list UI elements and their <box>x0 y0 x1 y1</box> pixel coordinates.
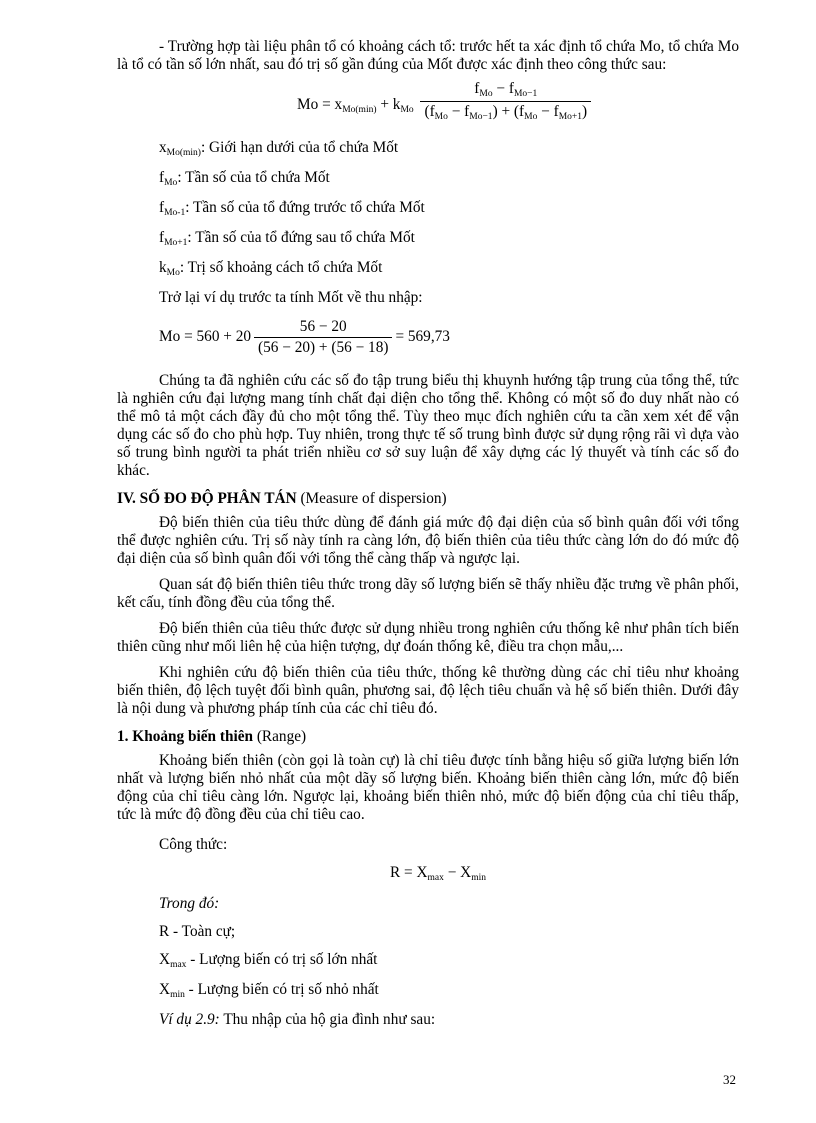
back-to-example: Trở lại ví dụ trước ta tính Mốt về thu nhập: <box>159 289 423 306</box>
example-fraction: $\frac{56 - 20}{(56 - 20) + (56 - 18)}$ <box>254 318 392 357</box>
range-formula: R = Xmax − Xmin <box>390 864 486 883</box>
paragraph-iv-4: Khi nghiên cứu độ biến thiên của tiêu thức, thống kê thường dùng các chỉ tiêu như khoảng biến thiên, độ lệch tuyệt đối bình quân, phương sai, độ lệch tiêu chuẩn và hệ số biến thiên. Dưới đây là nội dung và phương pháp tính của các chỉ tiêu đó. <box>117 664 739 717</box>
mode-fraction: $\frac{\text{fMo − fMo−1}}{\text{(fMo − fMo−1) + (fMo − fMo+1)}}$ <box>420 80 591 123</box>
summary-paragraph: Chúng ta đã nghiên cứu các số đo tập trung biểu thị khuynh hướng tập trung của tổng thể, tức là nghiên cứu đại lượng mang tính chất đại diện cho tổng thể. Không có một số đo duy nhất nào có thể mô tả một cách đầy đủ cho một tổng thể. Tùy theo mục đích nghiên cứu ta cần xem xét để vận dụng các số đo cho phù hợp. Tuy nhiên, trong thực tế số trung bình được sử dụng rộng rãi vì dựa vào số trung bình người ta phát triển nhiều cơ sở suy luận để xây dựng các lý thuyết và tính các số đo khác. <box>117 372 739 479</box>
page-content <box>117 38 739 1034</box>
page-number: 32 <box>723 1072 736 1087</box>
where-label: Trong đó: <box>159 895 220 912</box>
section-heading-iv: IV. SỐ ĐO ĐỘ PHÂN TÁN (Measure of dispersion) <box>117 490 447 507</box>
definition-item: fMo+1: Tần số của tổ đứng sau tổ chứa Mốt <box>159 229 415 248</box>
formula-label: Công thức: <box>159 836 228 853</box>
definition-item: kMo: Trị số khoảng cách tổ chứa Mốt <box>159 259 383 278</box>
range-def-item: Xmax - Lượng biến có trị số lớn nhất <box>159 951 378 970</box>
definition-list <box>117 134 739 312</box>
definition-item: xMo(min): Giới hạn dưới của tổ chứa Mốt <box>159 139 399 158</box>
paragraph-iv-2: Quan sát độ biến thiên tiêu thức trong dãy số lượng biến sẽ thấy nhiều đặc trưng về phân phối, kết cấu, tính đồng đều của tổng thể. <box>117 576 739 611</box>
range-def-item: Xmin - Lượng biến có trị số nhỏ nhất <box>159 981 379 1000</box>
paragraph-iv-1: Độ biến thiên của tiêu thức dùng để đánh giá mức độ đại diện của số bình quân đối với tổng thể được nghiên cứu. Trị số này tính ra càng lớn, độ biến thiên của tiêu thức càng lớn do đó mức độ đại diện của số bình quân đối với tổng thể càng thấp và ngược lại. <box>117 514 739 567</box>
definition-item: fMo: Tần số của tổ chứa Mốt <box>159 169 330 188</box>
section-heading-range: 1. Khoảng biến thiên (Range) <box>117 728 307 745</box>
definition-item: fMo-1: Tần số của tổ đứng trước tổ chứa Mốt <box>159 199 425 218</box>
intro-paragraph: - Trường hợp tài liệu phân tổ có khoảng cách tổ: trước hết ta xác định tổ chứa Mo, tổ chứa Mo là tổ có tần số lớn nhất, sau đó trị số gần đúng của Mốt được xác định theo công thức sau: <box>117 38 739 73</box>
paragraph-iv-3: Độ biến thiên của tiêu thức được sử dụng nhiều trong nghiên cứu thống kê như phân tích biến thiên cũng như mối liên hệ của hiện tượng, dự đoán thống kê, điều tra chọn mẫu,... <box>117 620 739 655</box>
range-paragraph: Khoảng biến thiên (còn gọi là toàn cự) là chỉ tiêu được tính bằng hiệu số giữa lượng biến lớn nhất và lượng biến nhỏ nhất của một dãy số lượng biến. Khoảng biến thiên càng lớn, mức độ biến động của chỉ tiêu càng lớn. Ngược lại, khoảng biến thiên nhỏ, mức độ biến động của chỉ tiêu thấp, tức là mức độ đồng đều của chỉ tiêu cao. <box>117 752 739 823</box>
example-line: Ví dụ 2.9: Thu nhập của hộ gia đình như sau: <box>159 1011 436 1028</box>
range-def-item: R - Toàn cự; <box>159 923 236 940</box>
mode-formula: Mo = xMo(min) + kMo $\frac{\text{fMo − fMo−1}}{\text{(fMo − fMo−1) + (fMo − fMo+1)}}$ <box>117 80 739 128</box>
mode-example-formula: Mo = 560 + 20 $\frac{56 - 20}{(56 - 20) + (56 - 18)}$ = 569,73 <box>159 318 450 356</box>
